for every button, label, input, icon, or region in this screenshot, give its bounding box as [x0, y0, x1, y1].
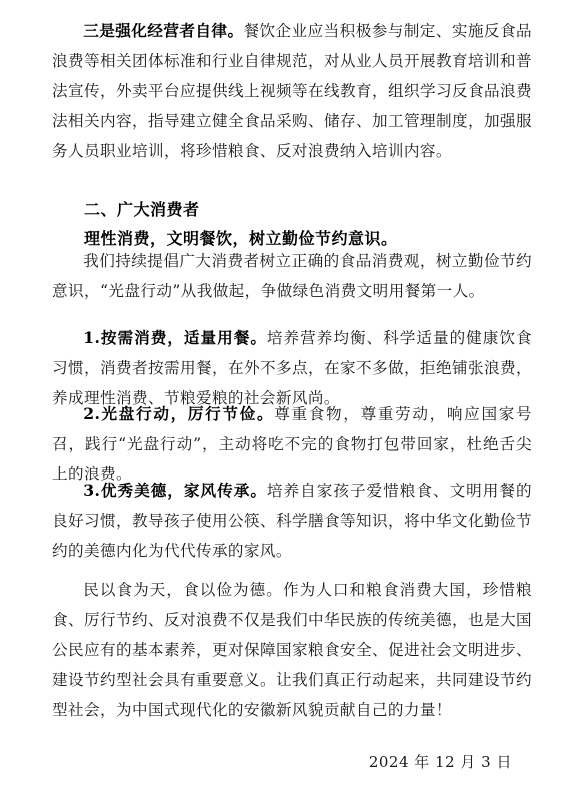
- paragraph-text: 尊重食物，尊重劳动，响应国家号召，践行“光盘行动”，主动将吃不完的食物打包带回家，杜绝舌尖上的浪费。: [52, 405, 532, 483]
- paragraph-lead: 2.光盘行动，厉行节俭。: [83, 404, 275, 423]
- paragraph-lead: 3.优秀美德，家风传承。: [83, 481, 267, 500]
- paragraph-text: 民以食为天，食以俭为德。作为人口和粮食消费大国，珍惜粮食、厉行节约、反对浪费不仅是我们中华民族的传统美德，也是大国公民应有的基本素养，更对保障国家粮食安全、促进社会文明进步、建设节约型社会具有重要意义。让我们真正行动起来，共同建设节约型社会，为中国式现代化的安徽新风貌贡献自己的力量！: [52, 581, 532, 719]
- paragraph-text: 培养自家孩子爱惜粮食、文明用餐的良好习惯，教导孩子使用公筷、科学膳食等知识，将中华文化勤俭节约的美德内化为代代传承的家风。: [52, 482, 532, 560]
- paragraph-closing: [52, 575, 532, 725]
- document-date: 2024 年 12 月 3 日: [368, 753, 512, 771]
- paragraph-text: 培养营养均衡、科学适量的健康饮食习惯，消费者按需用餐，在外不多点，在家不多做，拒绝铺张浪费，养成理性消费、节粮爱粮的社会新风尚。: [52, 329, 532, 407]
- section-heading: 二、广大消费者: [84, 200, 200, 219]
- paragraph-item-3: [52, 476, 532, 566]
- paragraph-operator-self-discipline: [52, 16, 532, 166]
- section-subheading: 理性消费，文明餐饮，树立勤俭节约意识。: [84, 229, 398, 248]
- paragraph-text: 我们持续提倡广大消费者树立正确的食品消费观，树立勤俭节约意识，“光盘行动”从我做起，争做绿色消费文明用餐第一人。: [52, 252, 532, 300]
- paragraph-lead: 1.按需消费，适量用餐。: [83, 328, 267, 347]
- paragraph-consumer-intro: [52, 246, 532, 306]
- paragraph-lead: 三是强化经营者自律。: [83, 21, 244, 40]
- paragraph-text: 餐饮企业应当积极参与制定、实施反食品浪费等相关团体标准和行业自律规范，对从业人员开展教育培训和普法宣传，外卖平台应提供线上视频等在线教育，组织学习反食品浪费法相关内容，指导建立健全食品采购、储存、加工管理制度，加强服务人员职业培训，将珍惜粮食、反对浪费纳入培训内容。: [52, 22, 532, 160]
